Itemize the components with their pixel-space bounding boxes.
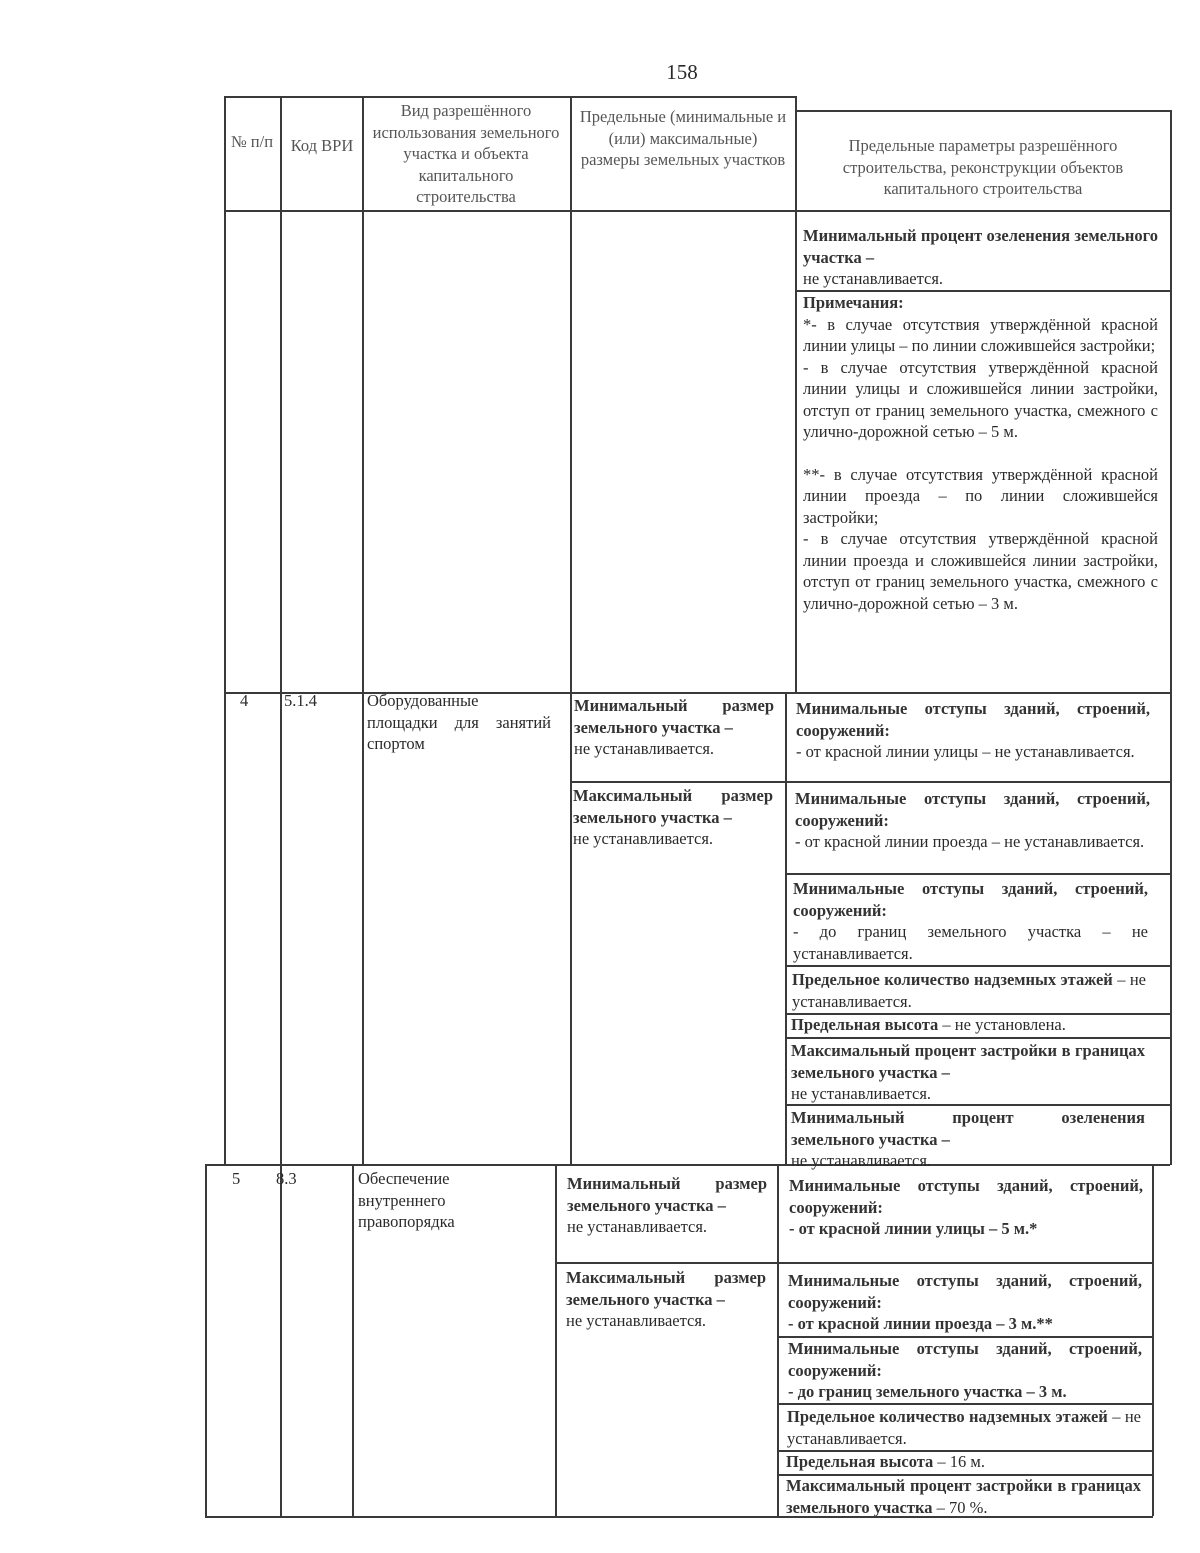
param-title: Минимальные отступы зданий, строений, сооружений: (793, 879, 1148, 920)
notes-title: Примечания: (803, 293, 904, 312)
column-rule (777, 1164, 779, 1516)
param-title: Предельная высота (791, 1015, 939, 1034)
min-size-cell (567, 1173, 767, 1238)
row-kind: Оборудованные площадки для занятий спортом (367, 691, 551, 753)
column-rule (555, 1164, 557, 1516)
param-value: - от красной линии улицы – не устанавливается. (796, 742, 1135, 761)
page-number: 158 (666, 60, 698, 84)
param-title: Предельное количество надземных этажей (787, 1407, 1108, 1426)
max-size-cell (566, 1267, 766, 1332)
param-value: – не установлена. (938, 1015, 1066, 1034)
column-rule (280, 96, 282, 1516)
row-rule (777, 1403, 1152, 1405)
row-code: 5.1.4 (284, 691, 317, 710)
param-title: Предельная высота (786, 1452, 934, 1471)
param-cell (791, 1014, 1151, 1036)
row-rule (785, 965, 1170, 967)
row-rule (555, 1262, 777, 1264)
header-code: Код ВРИ (290, 136, 354, 155)
table-border-right (1170, 110, 1172, 1165)
header-kind: Вид разрешённого использования земельного участка и объекта капитального строительства (372, 101, 560, 206)
table-border-left (224, 96, 226, 1164)
column-rule (352, 1164, 354, 1516)
table-border-right (1152, 1164, 1154, 1516)
param-title: Максимальный процент застройки в границах земельного участка – (791, 1041, 1145, 1082)
param-cell (786, 1475, 1141, 1518)
param-cell (793, 878, 1148, 964)
row-rule (785, 1037, 1170, 1039)
column-rule (570, 96, 572, 1164)
row-rule (570, 781, 1170, 783)
row-rule (785, 873, 1170, 875)
param-title: Предельное количество надземных этажей (792, 970, 1113, 989)
green-value: не устанавливается. (803, 269, 944, 288)
max-size-title: Максимальный размер земельного участка – (566, 1268, 766, 1309)
param-cell (792, 969, 1146, 1012)
min-size-value: не устанавливается. (574, 739, 715, 758)
max-size-cell (573, 785, 773, 850)
param-cell (795, 788, 1150, 853)
row-code: 8.3 (276, 1169, 297, 1188)
column-rule (795, 96, 797, 692)
row-rule (777, 1262, 1152, 1264)
min-size-value: не устанавливается. (567, 1217, 708, 1236)
param-value: не устанавливается. (791, 1084, 932, 1103)
param-value: - от красной линии проезда – 3 м.** (788, 1314, 1053, 1333)
param-title: Минимальные отступы зданий, строений, сооружений: (788, 1271, 1142, 1312)
param-title: Минимальные отступы зданий, строений, сооружений: (796, 699, 1150, 740)
param-cell (786, 1451, 1146, 1473)
green-title: Минимальный процент озеленения земельного участка – (803, 226, 1158, 267)
param-title: Минимальный процент озеленения земельного участка – (791, 1108, 1145, 1149)
param-cell (796, 698, 1150, 763)
param-value: - от красной линии улицы – 5 м.* (789, 1219, 1038, 1238)
param-title: Минимальные отступы зданий, строений, сооружений: (788, 1339, 1142, 1380)
header-params: Предельные параметры разрешённого строительства, реконструкции объектов капитального строительства (842, 136, 1124, 198)
column-rule (362, 96, 364, 1164)
max-size-value: не устанавливается. (566, 1311, 707, 1330)
green-percent-cell (803, 225, 1158, 290)
row-num: 4 (240, 691, 249, 710)
param-value: – не устанавливается. (787, 1407, 1141, 1448)
param-value: не устанавливается. (791, 1151, 932, 1170)
param-value: – не устанавливается. (792, 970, 1146, 1011)
header-sizes: Предельные (минимальные и (или) максимальные) размеры земельных участков (579, 107, 787, 169)
max-size-title: Максимальный размер земельного участка – (573, 786, 773, 827)
note-text: **- в случае отсутствия утверждённой красной линии проезда – по линии сложившейся застройки; (803, 464, 1158, 527)
row-kind: Обеспечение внутреннего правопорядка (358, 1169, 455, 1231)
min-size-title: Минимальный размер земельного участка – (574, 696, 774, 737)
param-cell (791, 1107, 1145, 1172)
param-title: Максимальный процент застройки в границах земельного участка (786, 1476, 1141, 1517)
table-border-top (224, 96, 795, 98)
param-cell (788, 1270, 1142, 1335)
table-border-left (205, 1164, 207, 1516)
header-num: № п/п (230, 132, 274, 151)
param-cell (791, 1040, 1145, 1105)
param-value: - от красной линии проезда – не устанавливается. (795, 832, 1145, 851)
note-text: *- в случае отсутствия утверждённой красной линии улицы – по линии сложившейся застройки; (803, 314, 1158, 355)
param-title: Минимальные отступы зданий, строений, сооружений: (795, 789, 1150, 830)
column-rule (785, 692, 787, 1164)
param-value: – 16 м. (933, 1452, 985, 1471)
note-text: - в случае отсутствия утверждённой красной линии проезда и сложившейся линии застройки, отступ от границ земельного участка, смежного с улично-дорожной сетью – 3 м. (803, 529, 1158, 613)
param-value: - до границ земельного участка – не устанавливается. (793, 922, 1148, 963)
min-size-cell (574, 695, 774, 760)
param-value: - до границ земельного участка – 3 м. (788, 1382, 1067, 1401)
param-title: Минимальные отступы зданий, строений, сооружений: (789, 1176, 1143, 1217)
min-size-title: Минимальный размер земельного участка – (567, 1174, 767, 1215)
param-cell (788, 1338, 1142, 1403)
table-border-top (795, 110, 1171, 112)
row-num: 5 (232, 1169, 241, 1188)
max-size-value: не устанавливается. (573, 829, 714, 848)
param-value: – 70 %. (932, 1497, 988, 1517)
param-cell (787, 1406, 1141, 1449)
note-text: - в случае отсутствия утверждённой красной линии улицы и сложившейся линии застройки, отступ от границ земельного участка, смежного с улично-дорожной сетью – 5 м. (803, 357, 1158, 441)
row-rule (224, 692, 1170, 694)
header-rule (224, 210, 1170, 212)
notes-cell (803, 292, 1158, 614)
param-cell (789, 1175, 1143, 1240)
